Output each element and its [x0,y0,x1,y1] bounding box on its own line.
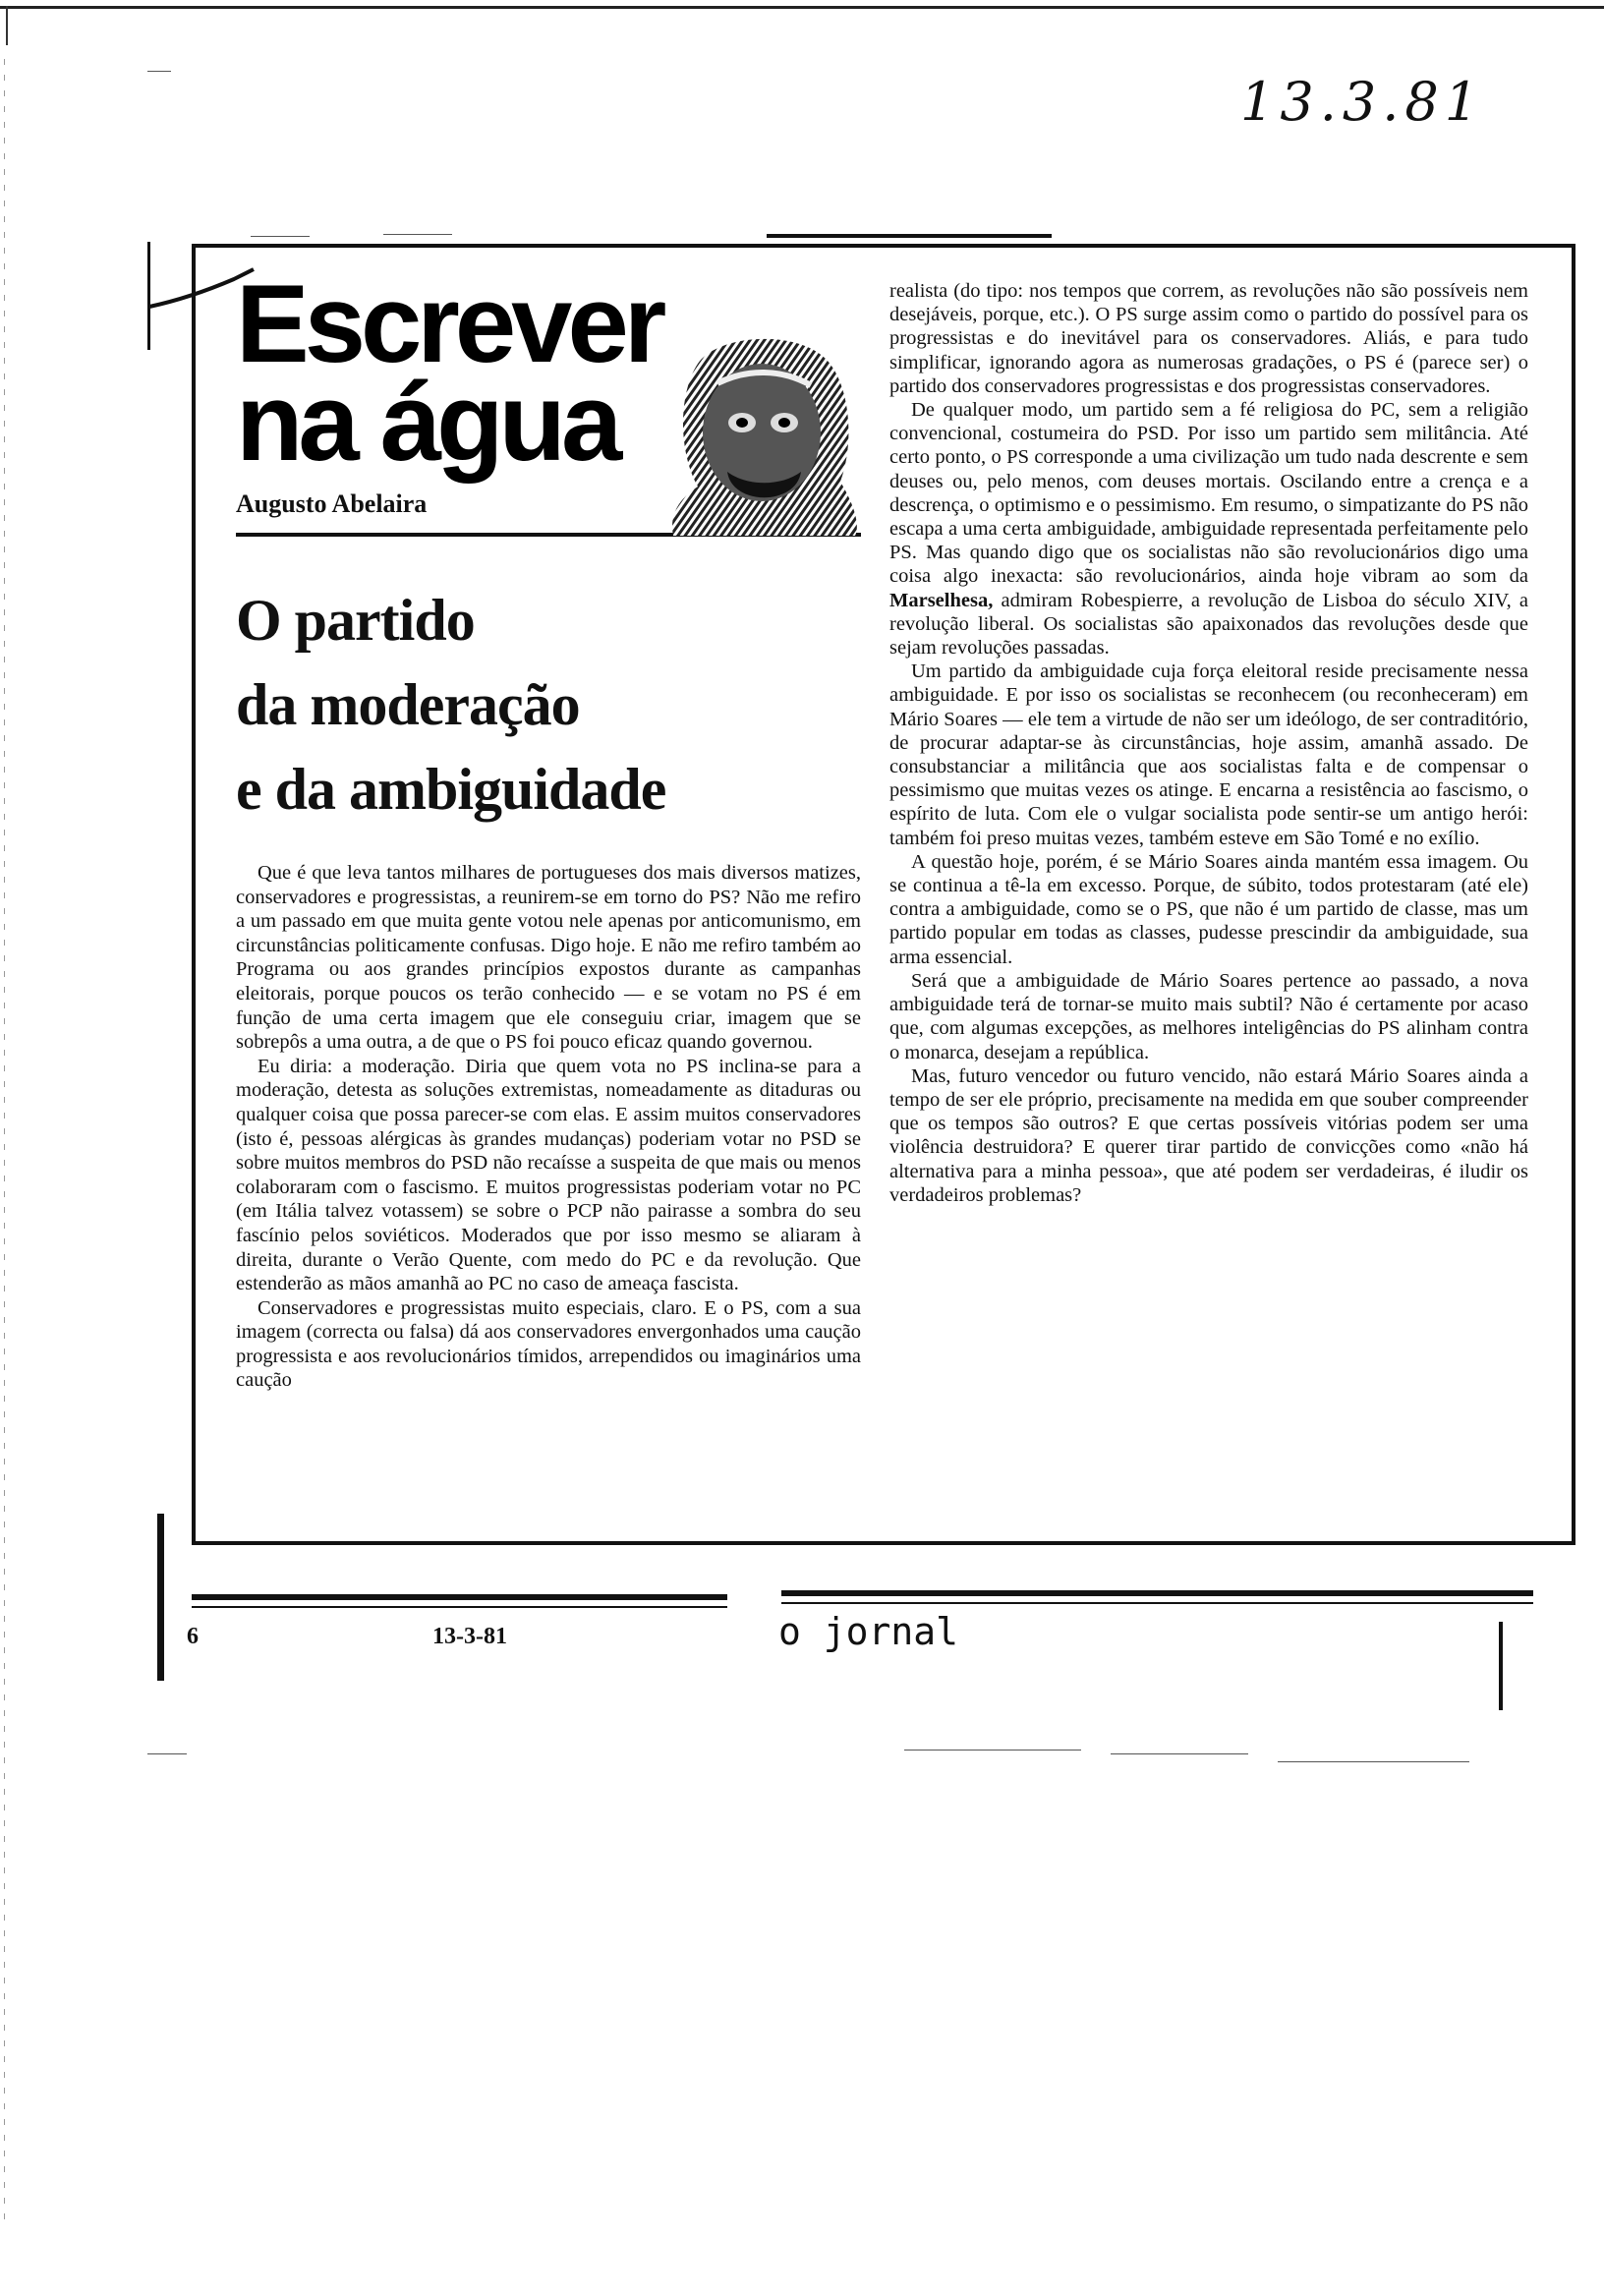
paragraph: Um partido da ambiguidade cuja força eleitoral reside precisamente nessa ambiguidade. E por isso os socialistas se reconhecem (ou reconheceram) em Mário Soares — ele tem a virtude de não ser um ideólogo, de ser contraditório, de procurar adaptar-se às circunstâncias, hoje assim, amanhã assado. De consubstanciar a militância que aos socialistas falta e de compensar o pessimismo que muitas vezes os atinge. E encarna a resistência ao fascismo, o espírito de luta. Com ele o vulgar socialista pode sentir-se um antigo herói: também foi preso muitas vezes, também esteve em São Tomé e no exílio. [889,660,1528,849]
scan-top-edge [0,6,1604,9]
paragraph: Conservadores e progressistas muito especiais, claro. E o PS, com a sua imagem (correcta ou falsa) dá aos conservadores envergonhados uma caução progressista e aos revolucionários tímidos, arrependidos ou imaginários uma caução [236,1296,861,1392]
scan-left-dashes [4,59,5,2221]
scan-dash [383,234,452,235]
paragraph-segment: admiram Robespierre, a revolução de Lisboa do século XIV, a revolução liberal. Os socialistas são apaixonados das revoluções desde que sejam revoluções passadas. [889,589,1529,660]
newspaper-masthead: o jornal [778,1610,959,1653]
paragraph [889,398,1528,660]
footer-rule-right [781,1590,1533,1596]
column-title-line: na água [236,361,618,484]
scan-dash [147,1753,187,1754]
right-bottom-pen-mark [1499,1622,1503,1710]
scan-dash [1111,1753,1248,1754]
author-portrait [659,324,865,541]
paragraph: Mas, futuro vencedor ou futuro vencido, não estará Mário Soares ainda a tempo de ser ele próprio, precisamente na medida em que souber compreender que os tempos são outros? E que certas possíveis vitórias podem ser uma violência destruidora? E querer tirar partido de convicções como «não há alternativa para a minha pessoa», que até podem ser verdadeiras, é iludir os verdadeiros problemas? [889,1064,1528,1206]
scan-dash [147,71,171,72]
column-title-line: Escrever [236,262,662,385]
subtitle-line: e da ambiguidade [236,757,666,822]
subtitle-line: O partido [236,588,475,653]
paragraph: Que é que leva tantos milhares de portugueses dos mais diversos matizes, conservadores e progressistas, a reunirem-se em torno do PS? Não me refiro a um passado em que muita gente votou nele apenas por anticomunismo, em circunstâncias politicamente confusas. Digo hoje. E não me refiro também ao Programa ou aos grandes princípios expostos durante as campanhas eleitorais, porque poucos os terão conhecido — e se votam no PS é em função de uma certa imagem que ele conseguiu criar, imagem que se sobrepôs a uma outra, a de que o PS foi pouco eficaz quando governou. [236,862,861,1054]
article-subtitle [236,578,861,832]
article-right-column [889,279,1528,1207]
scan-dash [904,1750,1081,1751]
author-name: Augusto Abelaira [236,489,428,518]
handwritten-date: 13.3.81 [1240,71,1485,133]
paragraph-segment: De qualquer modo, um partido sem a fé religiosa do PC, sem a religião convencional, costumeira do PSD. Por isso um partido sem militância. Até certo ponto, o PS corresponde a uma civilização um tudo nada descrente e sem deuses ou, pelo menos, com deuses mortais. Oscilando entre a crença e a descrença, o optimismo e o pessimismo. Em resumo, o simpatizante do PS não escapa a uma certa ambiguidade, ambiguidade representada perfeitamente pelo PS. Mas quando digo que os socialistas não são revolucionários digo uma coisa algo inexacta: são revolucionários, ainda hoje vibram ao som da [889,399,1528,588]
left-bottom-pen-mark [157,1514,164,1681]
top-rule-stroke [767,234,1052,238]
scan-dash [251,236,310,237]
paragraph: A questão hoje, porém, é se Mário Soares ainda mantém essa imagem. Ou se continua a tê-la em excesso. Porque, de súbito, todos protestaram (até ele) contra a ambiguidade, como se o PS, que não é um partido de classe, mas um partido popular em todas as classes, pudesse prescindir da ambiguidade, sua arma essencial. [889,850,1528,968]
subtitle-line: da moderação [236,672,580,737]
right-body-text [889,279,1528,1207]
footer-rule-right-thin [781,1602,1533,1604]
footer-rule-left-thin [192,1606,727,1608]
paragraph: realista (do tipo: nos tempos que correm, as revoluções não são possíveis nem desejáveis, porque, etc.). O PS surge assim como o partido do possível para os progressistas e do inevitável para os conservadores. Aliás, e para tudo simplificar, ignorando agora as numerosas gradações, o PS é (parece ser) o partido dos conservadores progressistas e dos progressistas conservadores. [889,280,1528,397]
page-number: 6 [187,1624,199,1649]
paragraph: Eu diria: a moderação. Diria que quem vota no PS inclina-se para a moderação, detesta as soluções extremistas, nomeadamente as ditaduras ou qualquer coisa que possa parecer-se com elas. E assim muitos conservadores (isto é, pessoas alérgicas às grandes mudanças) poderiam votar no PSD se sobre muitos membros do PSD não recaísse a suspeita de que mais ou menos colaboraram com o fascismo. E muitos progressistas poderiam votar no PC (em Itália talvez votassem) se sobre o PCP não pairasse a sombra do seu fascínio pelos soviéticos. Moderados que por isso mesmo se aliaram à direita, durante o Verão Quente, com medo do PC e da revolução. Que estenderão as mãos amanhã ao PC no caso de ameaça fascista. [236,1055,861,1295]
bold-word: Marselhesa, [889,589,994,611]
footer-date: 13-3-81 [432,1624,507,1649]
paragraph: Será que a ambiguidade de Mário Soares pertence ao passado, a nova ambiguidade terá de tornar-se muito mais subtil? Não é certamente por acaso que, com algumas excepções, as melhores inteligências do PS alinham contra o monarca, desejam a república. [889,969,1528,1063]
left-body-text [236,861,861,1393]
scan-dash [1278,1761,1469,1762]
scan-left-edge [6,6,8,45]
footer-rule-left [192,1594,727,1600]
